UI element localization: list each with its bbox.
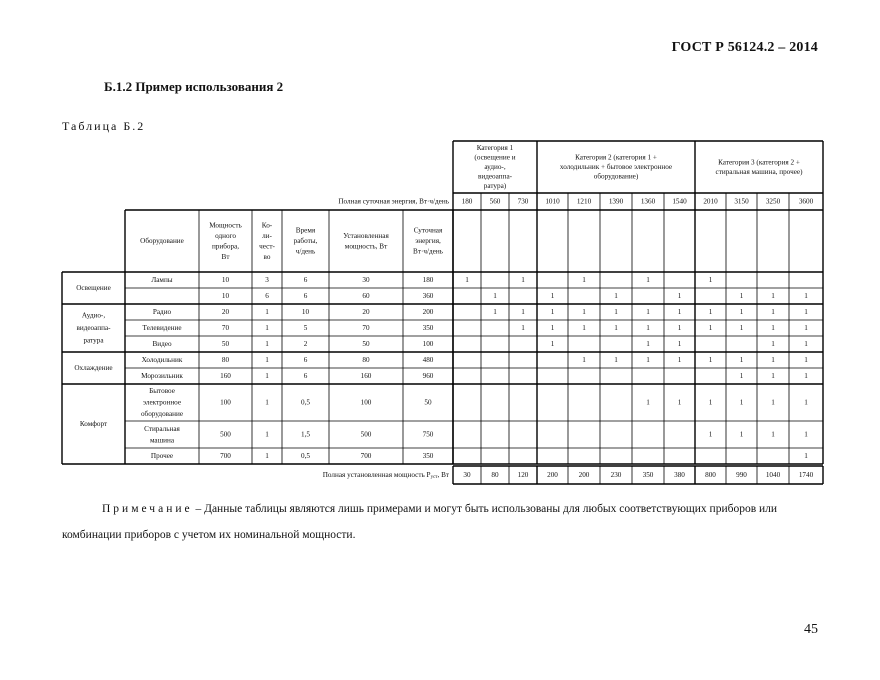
cell-power: 100 [220,398,231,407]
cell-installed: 100 [360,398,372,407]
cell-hours: 10 [301,308,310,316]
usage-mark: 1 [493,308,497,316]
daily-energy-value: 3150 [734,197,749,206]
usage-mark: 1 [582,356,586,364]
daily-energy-value: 730 [517,197,529,206]
category-header-2-line: Категория 2 (категория 1 + [575,153,657,162]
total-power-label [323,471,450,480]
usage-mark: 1 [465,276,469,284]
cell-energy: 960 [422,372,434,380]
cell-power: 700 [220,452,231,460]
cell-power: 50 [221,340,230,348]
total-power-value: 80 [491,471,499,479]
usage-mark: 1 [804,308,808,316]
cell-energy: 480 [422,356,434,364]
usage-mark: 1 [771,292,775,300]
column-header-4-line: Время [295,226,316,235]
usage-mark: 1 [521,308,525,316]
category-header-3-line: Категория 3 (категория 2 + [718,158,800,167]
cell-hours: 2 [303,340,308,348]
daily-energy-value: 2010 [703,197,718,206]
usage-mark: 1 [708,398,713,407]
usage-mark: 1 [614,356,618,364]
group-label-1-line: Освещение [76,284,111,292]
total-power-subscript: уст [430,474,438,480]
group-label-2-line: ратура [83,336,104,345]
equipment-name-line: Холодильник [141,356,183,364]
usage-mark: 1 [677,308,682,316]
usage-mark: 1 [708,308,713,316]
cell-energy: 350 [422,452,434,460]
total-power-value: 1740 [798,471,814,479]
daily-energy-label: Полная суточная энергия, Вт·ч/день [338,197,449,206]
usage-mark: 1 [582,324,586,332]
usage-mark: 1 [493,292,497,300]
equipment-name-line: электронное [142,398,182,407]
usage-mark: 1 [646,276,650,284]
usage-mark: 1 [677,398,682,407]
total-power-value: 200 [578,471,590,479]
usage-mark: 1 [646,324,650,332]
usage-mark: 1 [521,324,525,332]
usage-mark: 1 [771,308,775,316]
section-title: Б.1.2 Пример использования 2 [104,79,284,94]
cell-qty: 1 [265,398,269,407]
column-header-5-line: мощность, Вт [344,242,388,251]
cell-qty: 1 [265,452,269,460]
column-header-2-line: одного [215,231,236,240]
usage-mark: 1 [804,372,808,380]
daily-energy-value: 180 [461,197,473,206]
table-note [62,496,822,548]
usage-mark: 1 [804,340,808,348]
cell-hours: 5 [303,324,308,332]
equipment-name-line: Лампы [151,276,173,284]
column-header-2-line: прибора, [211,242,240,251]
category-header-1-line: ратура) [483,182,507,190]
cell-power: 20 [221,308,230,316]
usage-mark: 1 [739,356,744,364]
column-header-1-line: Оборудование [140,237,184,245]
equipment-name-line: Прочее [150,452,174,460]
cell-qty: 1 [265,308,269,316]
cell-power: 70 [221,324,230,332]
column-header-3-line: чест- [259,242,275,251]
daily-energy-value: 560 [489,197,501,206]
document-header: ГОСТ Р 56124.2 – 2014 [671,40,818,55]
cell-qty: 1 [265,372,269,380]
usage-mark: 1 [677,340,682,348]
cell-hours: 6 [303,292,308,300]
cell-power: 10 [221,292,230,300]
total-power-unit: , Вт [437,471,449,479]
usage-mark: 1 [646,398,650,407]
usage-mark: 1 [677,324,682,332]
cell-power: 500 [220,430,231,439]
cell-energy: 180 [422,276,434,284]
cell-installed: 80 [362,356,370,364]
group-label-4-line: Комфорт [79,420,108,428]
page-number: 45 [804,622,818,637]
column-header-3-line: ли- [262,231,272,240]
equipment-name-line: машина [149,436,175,445]
note-lead: Примечание [102,503,193,515]
usage-mark: 1 [804,356,808,364]
group-label-2-line: видеоаппа- [76,324,111,332]
usage-mark: 1 [804,292,808,300]
equipment-name-line: оборудование [140,410,184,418]
cell-energy: 350 [422,324,434,332]
cell-installed: 70 [362,324,370,332]
column-header-5-line: Установленная [343,231,389,240]
usage-mark: 1 [804,398,808,407]
usage-mark: 1 [804,452,808,460]
usage-mark: 1 [582,276,586,284]
total-power-value: 30 [463,471,471,479]
usage-mark: 1 [550,324,555,332]
cell-installed: 30 [362,276,370,284]
usage-mark: 1 [646,340,650,348]
usage-mark: 1 [739,372,744,380]
usage-mark: 1 [771,398,775,407]
column-header-4-line: работы, [293,237,318,245]
cell-installed: 60 [362,292,370,300]
usage-mark: 1 [739,430,744,439]
column-header-2-line: Вт [221,252,230,261]
total-power-value: 200 [547,471,558,479]
cell-qty: 1 [265,340,269,348]
usage-mark: 1 [804,430,808,439]
usage-mark: 1 [677,356,682,364]
usage-mark: 1 [739,308,744,316]
usage-mark: 1 [771,340,775,348]
cell-hours: 1,5 [301,430,310,439]
cell-energy: 100 [422,340,434,348]
cell-power: 160 [220,372,231,380]
cell-hours: 0,5 [301,398,310,407]
equipment-name-line: Морозильник [141,372,183,380]
daily-energy-value: 1210 [576,197,592,206]
cell-installed: 20 [362,308,370,316]
usage-mark: 1 [614,308,618,316]
equipment-name-line: Телевидение [142,324,182,332]
usage-mark: 1 [521,276,525,284]
usage-mark: 1 [771,324,775,332]
daily-energy-value: 1390 [608,197,624,206]
column-header-2-line: Мощность [209,221,242,230]
usage-mark: 1 [550,292,555,300]
usage-mark: 1 [771,430,775,439]
category-header-1-line: видеоаппа- [477,172,513,181]
cell-qty: 3 [265,276,269,284]
usage-mark: 1 [646,356,650,364]
usage-mark: 1 [739,292,744,300]
total-power-value: 1040 [765,471,781,479]
total-power-value: 990 [736,471,747,479]
usage-mark: 1 [677,292,682,300]
daily-energy-value: 1360 [640,197,656,206]
category-header-2-line: оборудование) [593,172,639,181]
usage-mark: 1 [708,276,713,284]
cell-installed: 160 [360,372,372,380]
cell-hours: 6 [303,372,308,380]
cell-energy: 50 [424,398,432,407]
usage-mark: 1 [550,340,555,348]
category-header-2-line: холодильник + бытовое электронное [559,163,673,171]
cell-hours: 6 [303,356,308,364]
cell-installed: 500 [360,430,372,439]
total-power-value: 800 [705,471,716,479]
total-power-value: 350 [642,471,654,479]
table-caption: Таблица Б.2 [62,119,146,133]
cell-energy: 200 [422,308,434,316]
usage-mark: 1 [550,308,555,316]
group-label-2-line: Аудио-, [81,311,106,320]
note-text: – Данные таблицы являются лишь примерами и могут быть использованы для любых соответствующих приборов или комбинации приборов с учетом их номинальной мощности. [62,503,778,541]
daily-energy-value: 1010 [545,197,560,206]
cell-installed: 700 [360,452,372,460]
cell-power: 80 [221,356,230,364]
usage-mark: 1 [739,324,744,332]
column-header-6-line: Суточная [413,226,443,235]
daily-energy-value: 3600 [798,197,814,206]
column-header-4-line: ч/день [295,247,316,256]
usage-mark: 1 [708,324,713,332]
cell-installed: 50 [362,340,370,348]
equipment-name-line: Радио [152,308,172,316]
usage-mark: 1 [771,356,775,364]
cell-qty: 1 [265,356,269,364]
category-header-3-line: стиральная машина, прочее) [715,167,803,176]
equipment-name-line: Бытовое [149,387,175,395]
equipment-name-line: Видео [152,340,172,348]
cell-energy: 360 [422,292,434,300]
cell-qty: 6 [265,292,269,300]
total-power-value: 380 [674,471,685,479]
equipment-name-line: Стиральная [144,424,180,433]
daily-energy-value: 1540 [672,197,687,206]
category-header-1-line: Категория 1 [476,144,514,152]
usage-mark: 1 [614,324,618,332]
usage-mark: 1 [646,308,650,316]
category-header-1-line: аудио-, [484,163,506,171]
usage-mark: 1 [804,324,808,332]
usage-mark: 1 [582,308,586,316]
usage-mark: 1 [614,292,618,300]
daily-energy-value: 3250 [765,197,781,206]
cell-hours: 6 [303,276,308,284]
usage-mark: 1 [708,356,713,364]
cell-hours: 0,5 [301,452,310,460]
usage-mark: 1 [708,430,713,439]
cell-power: 10 [221,276,230,284]
column-header-3-line: во [263,252,271,261]
column-header-6-line: энергия, [415,237,441,245]
total-power-value: 120 [517,471,529,479]
group-label-3-line: Охлаждение [74,364,113,372]
usage-mark: 1 [739,398,744,407]
category-header-1-line: (освещение и [474,153,516,162]
usage-mark: 1 [771,372,775,380]
column-header-3-line: Ко- [261,221,273,230]
total-power-label-main: Полная установленная мощность P [322,471,431,479]
total-power-value: 230 [610,471,622,479]
cell-energy: 750 [422,430,434,439]
column-header-6-line: Вт·ч/день [413,247,443,256]
cell-qty: 1 [265,430,269,439]
cell-qty: 1 [265,324,269,332]
